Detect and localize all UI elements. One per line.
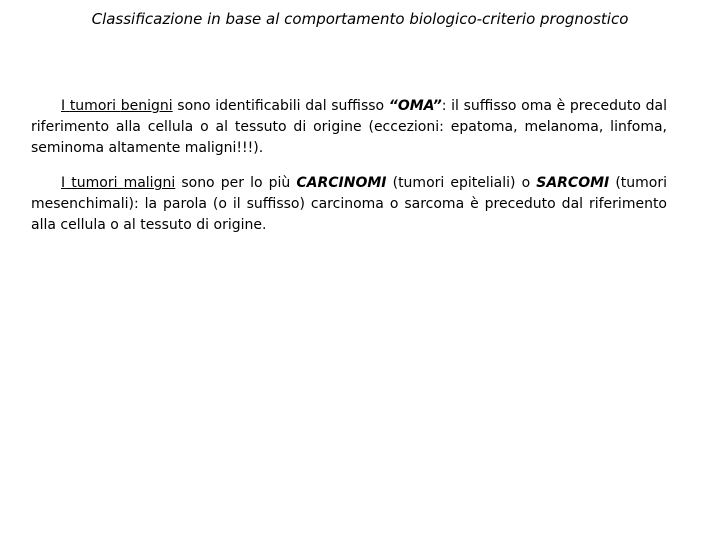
slide-title: Classificazione in base al comportamento biologico-criterio prognostico bbox=[91, 10, 629, 28]
word-tumori: tumori bbox=[69, 98, 117, 114]
word-maligni: maligni bbox=[123, 175, 176, 191]
malignant-text-b: (tumori epiteliali) o bbox=[386, 175, 537, 191]
word-i: I bbox=[61, 98, 66, 114]
word-i: I bbox=[61, 175, 66, 191]
word-benigni: benigni bbox=[120, 98, 173, 114]
word-tumori: tumori bbox=[71, 175, 118, 191]
benign-text-a: sono identificabili dal suffisso bbox=[172, 98, 389, 114]
benign-text-b: : il suffisso oma è preceduto dal riferimento alla cellula o al tessuto di origine (eccezioni: epatoma, melanoma, linfoma, seminoma altamente maligni!!!). bbox=[31, 98, 667, 156]
paragraph-malignant-tumors bbox=[31, 173, 667, 236]
paragraph-benign-tumors bbox=[31, 96, 667, 159]
carcinomi-term: CARCINOMI bbox=[296, 175, 387, 191]
oma-term: “OMA” bbox=[388, 98, 442, 114]
sarcomi-term: SARCOMI bbox=[536, 175, 610, 191]
malignant-text-a: sono per lo più bbox=[175, 175, 297, 191]
malignant-text-c: (tumori mesenchimali): la parola (o il suffisso) carcinoma o sarcoma è preceduto dal riferimento alla cellula o al tessuto di origine. bbox=[31, 175, 668, 233]
